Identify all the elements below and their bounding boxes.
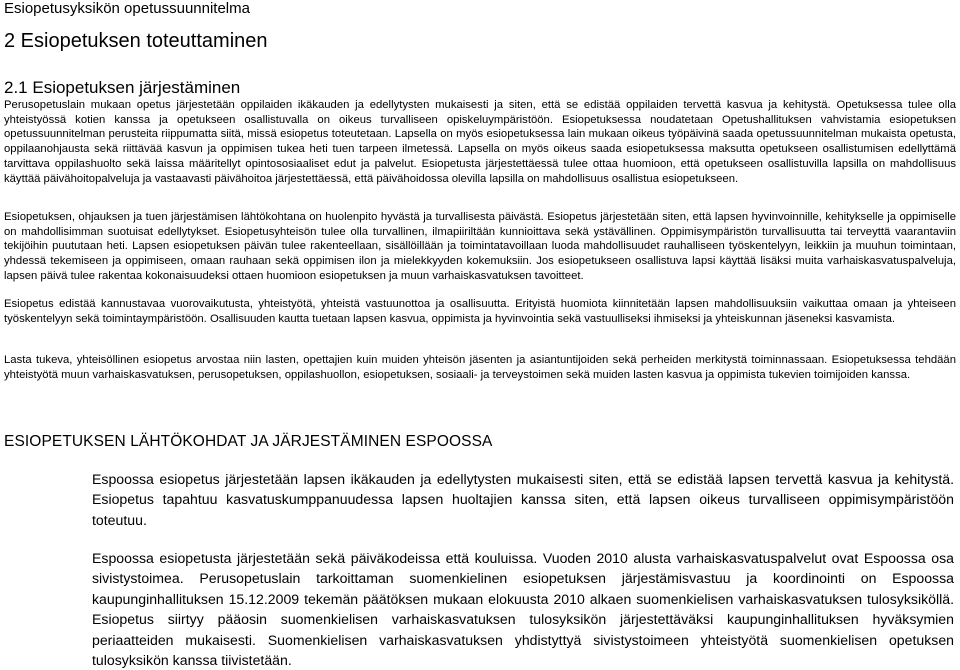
- paragraph-cooperation: Lasta tukeva, yhteisöllinen esiopetus arvostaa niin lasten, opettajien kuin muiden yhteisön jäsenten ja asiantuntijoiden sekä perheiden merkitystä toiminnassaan. Esiopetuksessa tehdään yhteistyötä muun varhaiskasvatuksen, perusopetuksen, oppilashuollon, esiopetuksen, sosiaali- ja terveystoimen sekä muiden lasten kasvua ja oppimista tukevien toimijoiden kanssa.: [4, 354, 956, 381]
- chapter-heading: 2 Esiopetuksen toteuttaminen: [4, 30, 268, 52]
- paragraph-participation: Esiopetus edistää kannustavaa vuorovaikutusta, yhteistyötä, yhteistä vastuunottoa ja osallisuutta. Erityistä huomiota kiinnitetään lapsen mahdollisuuksiin vaikuttaa omaan ja yhteiseen työskentelyyn sekä toimintaympäristöön. Osallisuuden kautta tuetaan lapsen kasvua, oppimista ja hyvinvointia sekä vastuulliseksi ihmiseksi ja yhteiskunnan jäseneksi kasvamista.: [4, 298, 956, 325]
- espoo-section-heading: ESIOPETUKSEN LÄHTÖKOHDAT JA JÄRJESTÄMINEN ESPOOSSA: [4, 433, 493, 450]
- paragraph-espoo-principles: Espoossa esiopetus järjestetään lapsen ikäkauden ja edellytysten mukaisesti siten, että se edistää lapsen tervettä kasvua ja kehitystä. Esiopetus tapahtuu kasvatuskumppanuudessa lapsen huoltajien kanssa siten, että lapsen oikeus turvalliseen oppimisympäristöön toteutuu.: [92, 471, 954, 528]
- paragraph-organization-law: Perusopetuslain mukaan opetus järjestetään oppilaiden ikäkauden ja edellytysten mukaisesti ja siten, että se edistää oppilaiden tervettä kasvua ja kehitystä. Opetuksessa tulee olla yhteistyössä kotien kanssa ja opetukseen osallistuvalla on oikeus turvalliseen opiskeluympäristöön. Esiopetuksessa noudatetaan Opetushallituksen vahvistamia esiopetuksen opetussuunnitelman perusteita riippumatta siitä, missä esiopetus toteutetaan. Lapsella on myös esiopetuksessa lain mukaan oikeus työpäivinä saada opetussuunnitelman mukaista opetusta, oppilaanohjausta sekä riittävää kasvun ja oppimisen tukea heti tuen tarpeen ilmetessä. Lapsella on myös oikeus saada esiopetuksessa maksutta opetukseen osallistumisen edellyttämä tarvittava oppilashuolto sekä laissa määritellyt opintososiaaliset edut ja palvelut. Esiopetusta järjestettäessä tulee ottaa huomioon, että opetukseen osallistuvilla lapsilla on mahdollisuus käyttää päivähoitopalveluja ja vastaavasti päivähoitoa järjestettäessä, että päivähoidossa olevilla lapsilla on mahdollisuus osallistua esiopetukseen.: [4, 99, 956, 185]
- document-title: Esiopetusyksikön opetussuunnitelma: [4, 0, 250, 17]
- section-heading-2-1: 2.1 Esiopetuksen järjestäminen: [4, 78, 241, 97]
- paragraph-espoo-organization: Espoossa esiopetusta järjestetään sekä päiväkodeissa että kouluissa. Vuoden 2010 alusta varhaiskasvatuspalvelut ovat Espoossa osa sivistystoimea. Perusopetuslain tarkoittaman suomenkielinen esiopetuksen järjestämisvastuu ja koordinointi on Espoossa kaupunginhallituksen 15.12.2009 tekemän päätöksen mukaan elokuusta 2010 alkaen suomenkielisen varhaiskasvatuksen tulosyksiköllä. Esiopetus siirtyy pääosin suomenkielisen varhaiskasvatuksen tulosyksikön järjestettäväksi kaupunginhallituksen hyväksymien periaatteiden mukaisesti. Suomenkielisen varhaiskasvatuksen yhdistyttyä sivistystoimeen yhteistyötä suomenkielisen opetuksen tulosyksikön kanssa tiivistetään.: [92, 550, 954, 669]
- paragraph-safe-day: Esiopetuksen, ohjauksen ja tuen järjestämisen lähtökohtana on huolenpito hyvästä ja turvallisesta päivästä. Esiopetus järjestetään siten, että lapsen hyvinvoinnille, kehitykselle ja oppimiselle on mahdollisimman suotuisat edellytykset. Esiopetusyhteisön tulee olla turvallinen, ilmapiiriltään kunnioittava sekä ystävällinen. Oppimisympäristön turvallisuutta tai terveyttä vaarantaviin tekijöihin puututaan heti. Lapsen esiopetuksen päivän tulee rakenteellaan, sisällöillään ja toimintatavoillaan luoda mahdollisuudet rauhalliseen työskentelyyn, leikkiin ja muuhun toimintaan, yhdessä tekemiseen ja oppimiseen, omaan rauhaan sekä oppimisen ilon ja mielekkyyden kokemuksiin. Jos esiopetukseen osallistuva lapsi käyttää lisäksi muita varhaiskasvatuspalveluja, lapsen päivä tulee rakentaa kokonaisuudeksi ottaen huomioon esiopetuksen ja muun varhaiskasvatuksen tavoitteet.: [4, 211, 956, 282]
